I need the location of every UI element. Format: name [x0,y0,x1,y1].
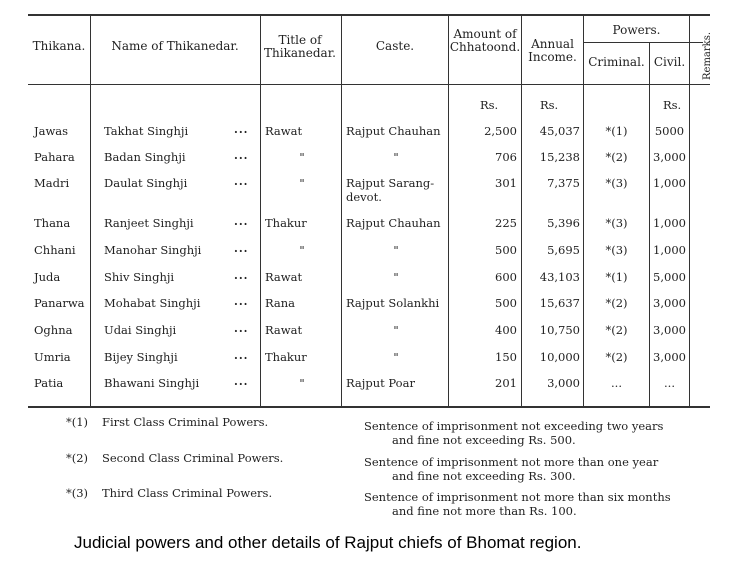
cell-income: 15,637 [539,296,580,310]
cell-thikana: Madri [34,176,70,190]
cell-caste: " [393,243,399,257]
cell-criminal: *(2) [605,323,628,337]
cell-civil: ... [664,376,675,390]
cell-title: Thakur [265,216,307,230]
cell-civil: 3,000 [653,350,686,364]
unit-amount: Rs. [480,98,499,112]
cell-amount: 301 [495,176,517,190]
cell-name: Ranjeet Singhji [104,216,194,230]
header-name: Name of Thikanedar. [111,39,239,53]
cell-caste: " [393,270,399,284]
col-rule [689,14,690,406]
leader-dots: ... [234,242,249,255]
cell-amount: 150 [495,350,517,364]
footnote-label: First Class Criminal Powers. [102,415,269,429]
cell-amount: 600 [495,270,517,284]
header-amount: Amount of Chhatoond. [449,27,521,54]
leader-dots: ... [234,149,249,162]
header-caste: Caste. [375,39,415,53]
cell-caste: Rajput Chauhan [346,124,441,138]
cell-thikana: Patia [34,376,64,390]
cell-income: 10,000 [539,350,580,364]
cell-civil: 1,000 [653,243,686,257]
cell-amount: 706 [495,150,517,164]
leader-dots: ... [234,215,249,228]
cell-name: Bhawani Singhji [104,376,200,390]
leader-dots: ... [234,175,249,188]
footnote-text: and fine not more than Rs. 100. [392,504,577,518]
leader-dots: ... [234,295,249,308]
cell-name: Shiv Singhji [104,270,175,284]
cell-civil: 3,000 [653,296,686,310]
cell-name: Daulat Singhji [104,176,188,190]
footnote-mark: *(2) [66,451,89,465]
cell-caste: Rajput Sarang-devot. [346,176,435,204]
footnote-mark: *(3) [66,486,89,500]
cell-title: Rawat [265,270,303,284]
cell-amount: 201 [495,376,517,390]
cell-amount: 500 [495,296,517,310]
chiefs-table [28,14,710,408]
unit-income: Rs. [540,98,559,112]
cell-name: Manohar Singhji [104,243,202,257]
col-rule [260,14,261,406]
header-powers: Powers. [612,23,661,37]
cell-title: Rawat [265,323,303,337]
powers-rule [583,42,703,43]
cell-thikana: Umria [34,350,71,364]
cell-name: Takhat Singhji [104,124,189,138]
cell-title: Rana [265,296,296,310]
bottom-rule [28,406,710,408]
cell-criminal: *(2) [605,350,628,364]
cell-title: " [299,243,305,257]
footnote-text: and fine not exceeding Rs. 300. [392,469,576,483]
cell-civil: 3,000 [653,150,686,164]
cell-name: Bijey Singhji [104,350,178,364]
col-rule [90,14,91,406]
leader-dots: ... [234,375,249,388]
cell-civil: 3,000 [653,323,686,337]
cell-criminal: *(3) [605,176,628,190]
cell-thikana: Juda [34,270,61,284]
header-income: Annual Income. [528,37,577,64]
cell-title: " [299,176,305,190]
cell-income: 10,750 [539,323,580,337]
leader-dots: ... [234,123,249,136]
cell-caste: " [393,350,399,364]
cell-title: " [299,150,305,164]
leader-dots: ... [234,349,249,362]
cell-income: 5,396 [547,216,580,230]
cell-income: 5,695 [547,243,580,257]
header-title: Title of Thikanedar. [264,33,336,60]
cell-criminal: ... [611,376,622,390]
cell-criminal: *(1) [605,270,628,284]
leader-dots: ... [234,322,249,335]
cell-income: 45,037 [539,124,580,138]
cell-criminal: *(3) [605,216,628,230]
cell-thikana: Oghna [34,323,73,337]
cell-caste: " [393,150,399,164]
cell-amount: 500 [495,243,517,257]
footnote-text: Sentence of imprisonment not more than six months [364,490,671,504]
footnote-text: Sentence of imprisonment not more than one year [364,455,659,469]
cell-income: 3,000 [547,376,580,390]
cell-criminal: *(2) [605,296,628,310]
cell-thikana: Jawas [34,124,69,138]
cell-amount: 400 [495,323,517,337]
cell-amount: 2,500 [484,124,517,138]
col-rule [521,14,522,406]
cell-thikana: Panarwa [34,296,85,310]
cell-thikana: Chhani [34,243,76,257]
cell-caste: Rajput Poar [346,376,415,390]
footnote-mark: *(1) [66,415,89,429]
cell-income: 7,375 [547,176,580,190]
header-rule [28,84,710,85]
cell-title: Rawat [265,124,303,138]
cell-income: 43,103 [539,270,580,284]
cell-civil: 5,000 [653,270,686,284]
footnote-text: and fine not exceeding Rs. 500. [392,433,576,447]
cell-income: 15,238 [539,150,580,164]
cell-civil: 1,000 [653,216,686,230]
cell-name: Badan Singhji [104,150,186,164]
col-rule [341,14,342,406]
footnote-text: Sentence of imprisonment not exceeding two years [364,419,664,433]
cell-title: " [299,376,305,390]
cell-caste: " [393,323,399,337]
cell-criminal: *(3) [605,243,628,257]
cell-caste: Rajput Chauhan [346,216,441,230]
cell-name: Udai Singhji [104,323,177,337]
cell-caste: Rajput Solankhi [346,296,440,310]
figure-caption: Judicial powers and other details of Rajput chiefs of Bhomat region. [74,533,582,552]
cell-criminal: *(1) [605,124,628,138]
cell-title: Thakur [265,350,307,364]
header-criminal: Criminal. [588,55,645,69]
header-civil: Civil. [653,55,686,69]
col-rule [583,14,584,406]
cell-civil: 5000 [654,124,685,138]
footnote-label: Third Class Criminal Powers. [102,486,273,500]
cell-amount: 225 [495,216,517,230]
cell-criminal: *(2) [605,150,628,164]
leader-dots: ... [234,269,249,282]
cell-name: Mohabat Singhji [104,296,201,310]
top-rule [28,14,710,16]
col-rule [448,14,449,406]
cell-thikana: Pahara [34,150,75,164]
header-thikana: Thikana. [32,39,86,53]
header-remarks: Remarks. [702,31,713,80]
unit-civil: Rs. [663,98,682,112]
cell-civil: 1,000 [653,176,686,190]
footnote-label: Second Class Criminal Powers. [102,451,284,465]
cell-thikana: Thana [34,216,71,230]
